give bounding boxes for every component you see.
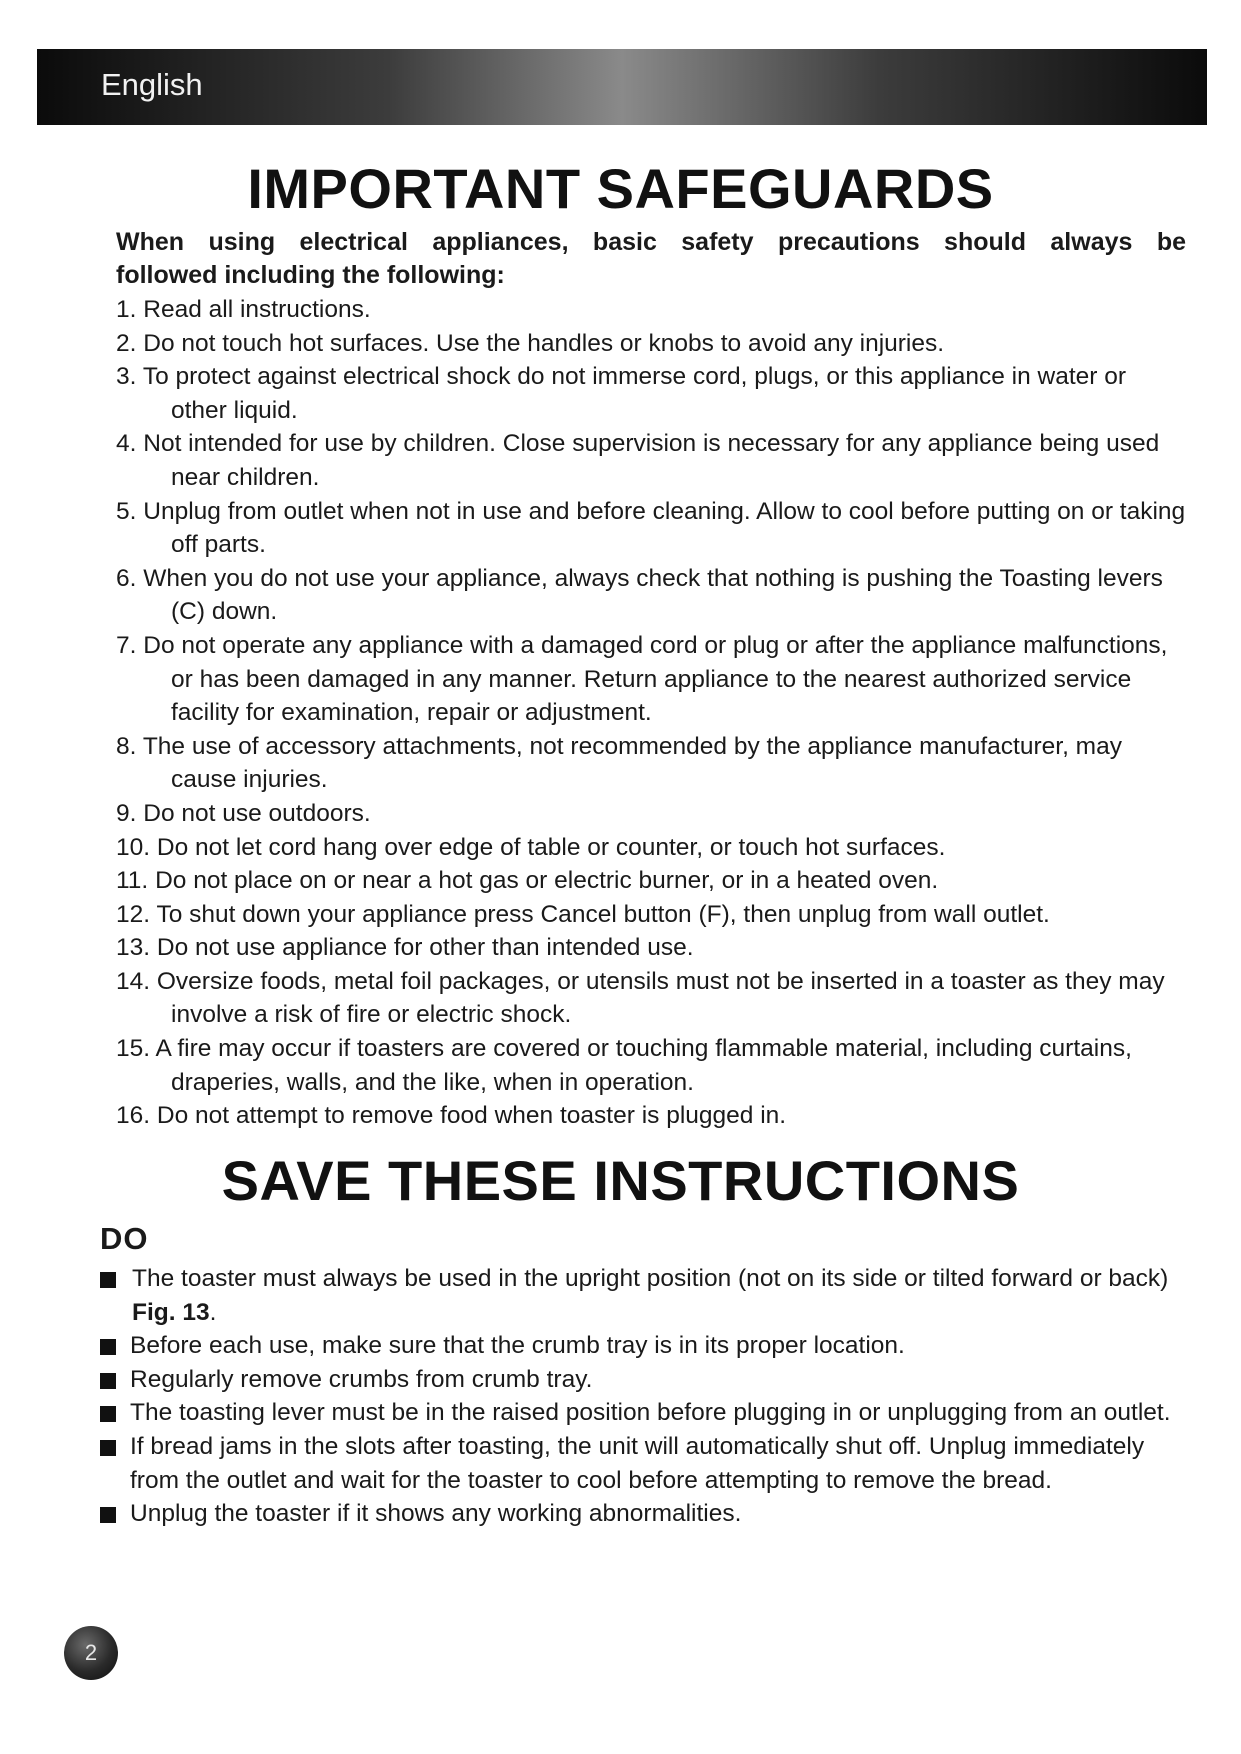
item-text: Unplug the toaster if it shows any working abnormalities. [130, 1500, 742, 1528]
safeguard-item [116, 427, 1186, 494]
square-bullet-icon [100, 1339, 116, 1355]
safeguard-item [116, 629, 1186, 730]
item-text: Do not use appliance for other than intended use. [156, 934, 694, 962]
item-text: Do not touch hot surfaces. Use the handles or knobs to avoid any injuries. [143, 329, 945, 357]
item-text: Unplug from outlet when not in use and before cleaning. Allow to cool before putting on or taking off parts. [143, 497, 1186, 559]
item-text: If bread jams in the slots after toasting, the unit will automatically shut off. Unplug immediately from the outlet and wait for the toaster to cool before attempting to remove the bread. [130, 1432, 1145, 1494]
do-heading: DO [100, 1221, 149, 1256]
item-number: 1. [116, 296, 137, 323]
do-item [100, 1396, 1180, 1430]
safeguard-item [116, 293, 1186, 327]
item-text: The toasting lever must be in the raised position before plugging in or unplugging from an outlet. [130, 1399, 1171, 1427]
square-bullet-icon [100, 1406, 116, 1422]
item-number: 6. [116, 564, 137, 592]
safeguard-item [116, 495, 1186, 562]
do-list [100, 1262, 1180, 1531]
intro-line-2: followed including the following: [116, 261, 505, 289]
square-bullet-icon [100, 1373, 116, 1389]
item-number: 9. [116, 799, 137, 827]
do-item [100, 1430, 1180, 1497]
do-item [100, 1497, 1180, 1531]
item-text: Read all instructions. [143, 296, 371, 323]
figure-reference: Fig. 13 [132, 1298, 210, 1326]
safeguard-item [116, 562, 1186, 629]
safeguard-item [116, 1032, 1186, 1099]
safeguard-item [116, 831, 1186, 865]
item-number: 13. [116, 934, 151, 962]
safeguard-item [116, 931, 1186, 965]
safeguard-item [116, 965, 1186, 1032]
item-number: 7. [116, 631, 137, 659]
do-item [100, 1262, 1180, 1329]
item-text: Do not let cord hang over edge of table or counter, or touch hot surfaces. [156, 833, 946, 861]
item-number: 15. [116, 1035, 151, 1063]
square-bullet-icon [100, 1507, 116, 1523]
safeguard-item [116, 864, 1186, 898]
item-text: Do not attempt to remove food when toaster is plugged in. [156, 1102, 787, 1130]
item-number: 2. [116, 329, 137, 357]
item-number: 5. [116, 497, 137, 525]
item-text: Do not place on or near a hot gas or electric burner, or in a heated oven. [155, 867, 939, 895]
safeguard-item [116, 898, 1186, 932]
item-text: Oversize foods, metal foil packages, or utensils must not be inserted in a toaster as they may involve a risk of fire or electric shock. [156, 967, 1165, 1029]
save-instructions-title: SAVE THESE INSTRUCTIONS [221, 1149, 1020, 1212]
page-title: IMPORTANT SAFEGUARDS [247, 157, 994, 220]
safeguard-item [116, 327, 1186, 361]
item-text: To shut down your appliance press Cancel button (F), then unplug from wall outlet. [156, 900, 1050, 928]
safeguards-list [116, 293, 1186, 1133]
page-number-badge: 2 [64, 1626, 118, 1680]
item-text: Regularly remove crumbs from crumb tray. [130, 1365, 593, 1393]
square-bullet-icon [100, 1440, 116, 1456]
item-number: 12. [116, 900, 151, 928]
language-label: English [101, 67, 203, 102]
do-item [100, 1363, 1180, 1397]
item-number: 16. [116, 1102, 151, 1130]
safeguard-item [116, 1099, 1186, 1133]
item-text: Before each use, make sure that the crumb tray is in its proper location. [130, 1332, 905, 1360]
item-number: 10. [116, 833, 151, 861]
item-text: A fire may occur if toasters are covered or touching flammable material, including curtains, draperies, walls, and the like, when in operation. [155, 1035, 1132, 1096]
intro-paragraph [116, 226, 1186, 292]
item-text: Do not use outdoors. [143, 799, 371, 827]
do-item [100, 1329, 1180, 1363]
item-text: The use of accessory attachments, not recommended by the appliance manufacturer, may cause injuries. [142, 732, 1122, 794]
item-number: 11. [116, 867, 149, 895]
intro-line-1: When using electrical appliances, basic safety precautions should always be [116, 228, 1186, 256]
item-number: 3. [116, 363, 137, 391]
item-text-end: . [209, 1298, 217, 1326]
item-text: Do not operate any appliance with a damaged cord or plug or after the appliance malfunctions, or has been damaged in any manner. Return appliance to the nearest authorized service facility for examination, repair or adjustment. [143, 631, 1168, 727]
safeguard-item [116, 360, 1186, 427]
item-text: To protect against electrical shock do not immerse cord, plugs, or this appliance in water or other liquid. [142, 363, 1127, 424]
safeguard-item [116, 730, 1186, 797]
item-number: 4. [116, 430, 137, 458]
item-text: Not intended for use by children. Close supervision is necessary for any appliance being used near children. [143, 430, 1160, 491]
square-bullet-icon [100, 1272, 116, 1288]
item-text: The toaster must always be used in the upright position (not on its side or tilted forward or back) [132, 1265, 1169, 1292]
item-text: When you do not use your appliance, always check that nothing is pushing the Toasting levers (C) down. [143, 564, 1163, 626]
safeguard-item [116, 797, 1186, 831]
item-number: 14. [116, 967, 151, 995]
item-number: 8. [116, 732, 137, 760]
language-header-bar [37, 49, 1207, 125]
